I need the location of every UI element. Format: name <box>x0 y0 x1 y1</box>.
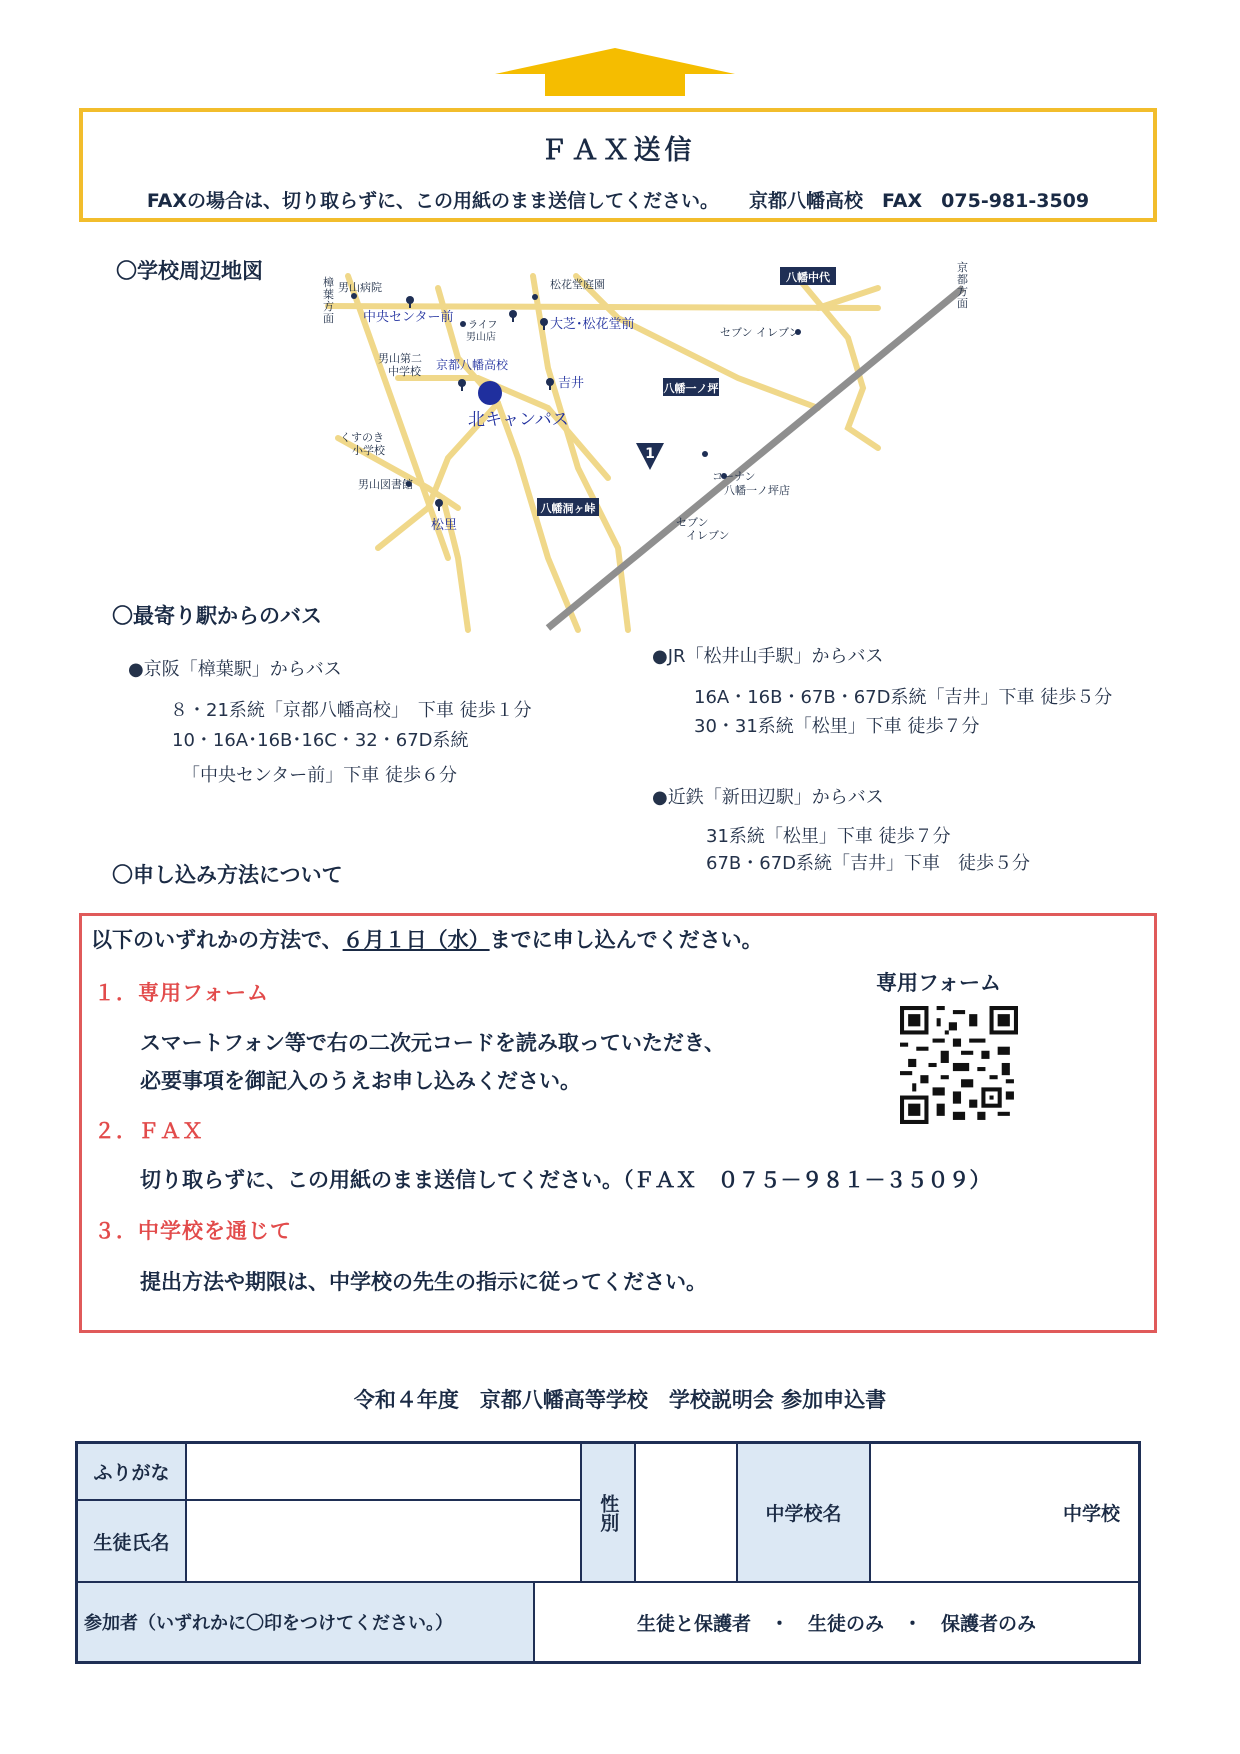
method-3-line-1: 提出方法や期限は、中学校の先生の指示に従ってください。 <box>140 1270 707 1294</box>
qr-label: 専用フォーム <box>876 971 1001 995</box>
map-kohnan-b: 八幡一ノ坪店 <box>724 484 790 497</box>
area-map <box>318 258 978 638</box>
method-2-line-1: 切り取らずに、この用紙のまま送信してください。（ＦＡＸ ０７５－９８１－３５０９） <box>140 1168 991 1192</box>
method-2-title: ２．ＦＡＸ <box>94 1119 204 1143</box>
map-life: ライフ <box>468 320 498 331</box>
method-1-line-2: 必要事項を御記入のうえお申し込みください。 <box>140 1069 581 1093</box>
jr-line-1: 16A・16B・67B・67D系統「吉井」下車 徒歩５分 <box>694 687 1113 708</box>
school-suffix: 中学校 <box>1062 1503 1120 1525</box>
map-shokado: 松花堂庭園 <box>550 278 605 291</box>
school-fax-number: 京都八幡高校 FAX 075-981-3509 <box>749 190 1090 212</box>
map-kusunoki-a: くすのき <box>340 431 384 444</box>
gender-field[interactable] <box>634 1444 736 1583</box>
map-school: 京都八幡高校 <box>436 358 509 372</box>
application-form <box>75 1441 1141 1664</box>
map-kusunoki-b: 小学校 <box>352 444 385 457</box>
furigana-label: ふりがな <box>78 1444 185 1501</box>
map-yawata-chudai: 八幡中代 <box>786 271 830 284</box>
map-ichinotsubo: 八幡一ノ坪 <box>663 382 719 395</box>
student-name-label: 生徒氏名 <box>78 1501 185 1583</box>
attendee-label: 参加者（いずれかに〇印をつけてください。） <box>78 1583 533 1661</box>
method-3-title: ３．中学校を通じて <box>94 1219 292 1243</box>
apply-deadline: ６月１日（水） <box>342 928 490 952</box>
apply-intro-before: 以下のいずれかの方法で、 <box>91 928 343 952</box>
kintetsu-line-1: 31系統「松里」下車 徒歩７分 <box>706 826 951 847</box>
map-chuo-center: 中央センター前 <box>363 310 454 325</box>
map-heading: 〇学校周辺地図 <box>116 259 263 283</box>
jr-line-2: 30・31系統「松里」下車 徒歩７分 <box>694 716 980 737</box>
kintetsu-line-2: 67B・67D系統「吉井」下車 徒歩５分 <box>706 853 1031 874</box>
apply-heading: 〇申し込み方法について <box>112 863 343 887</box>
map-seven-2b: イレブン <box>686 529 730 542</box>
map-seven-1: セブン イレブン <box>720 326 800 339</box>
furigana-field[interactable] <box>185 1444 580 1501</box>
apply-intro <box>91 924 763 954</box>
bus-heading: 〇最寄り駅からのバス <box>112 604 322 628</box>
keihan-line-3: 「中央センター前」下車 徒歩６分 <box>182 765 458 786</box>
map-direction-kyoto: 京都方面 <box>957 261 968 310</box>
keihan-line-1: ８・21系統「京都八幡高校」 下車 徒歩１分 <box>170 700 532 721</box>
form-title: 令和４年度 京都八幡高等学校 学校説明会 参加申込書 <box>353 1388 887 1412</box>
map-otokoyama-hospital: 男山病院 <box>338 281 382 294</box>
map-daishiba: 大芝･松花堂前 <box>550 317 635 332</box>
keihan-line-2: 10・16A･16B･16C・32・67D系統 <box>172 730 469 751</box>
fax-note <box>83 186 1153 213</box>
fax-box <box>79 108 1157 222</box>
attendee-options[interactable]: 生徒と保護者 ・ 生徒のみ ・ 保護者のみ <box>533 1583 1138 1661</box>
map-yoshii: 吉井 <box>558 376 585 391</box>
map-kohnan-a: コーナン <box>712 470 756 483</box>
map-library: 男山図書館 <box>358 478 413 491</box>
fax-instruction: FAXの場合は、切り取らずに、この用紙のまま送信してください。 <box>146 190 719 212</box>
route-1-label: 1 <box>645 446 655 462</box>
qr-code-icon[interactable] <box>900 1006 1018 1124</box>
method-1-line-1: スマートフォン等で右の二次元コードを読み取っていただき、 <box>140 1031 726 1055</box>
student-name-field[interactable] <box>185 1501 580 1583</box>
method-1-title: １．専用フォーム <box>94 981 269 1005</box>
map-otokoyama2-b: 中学校 <box>388 365 421 378</box>
map-seven-2a: セブン <box>676 516 709 529</box>
school-name-label: 中学校名 <box>736 1444 869 1583</box>
jr-heading: ●JR「松井山手駅」からバス <box>652 646 884 667</box>
map-direction-kuzuha: 樟葉方面 <box>323 276 334 325</box>
map-life-branch: 男山店 <box>466 332 496 343</box>
map-horagatoge: 八幡洞ヶ峠 <box>540 502 596 515</box>
fax-title: ＦＡＸ送信 <box>540 135 696 166</box>
kintetsu-heading: ●近鉄「新田辺駅」からバス <box>652 787 884 808</box>
up-arrow-icon <box>495 48 735 96</box>
apply-intro-after: までに申し込んでください。 <box>489 928 763 952</box>
map-campus: 北キャンパス <box>468 410 569 430</box>
school-name-field[interactable] <box>869 1444 1138 1583</box>
keihan-heading: ●京阪「樟葉駅」からバス <box>128 659 342 680</box>
map-matsusato: 松里 <box>431 518 458 533</box>
gender-label: 性別 <box>580 1444 634 1583</box>
map-otokoyama2-a: 男山第二 <box>378 352 422 365</box>
